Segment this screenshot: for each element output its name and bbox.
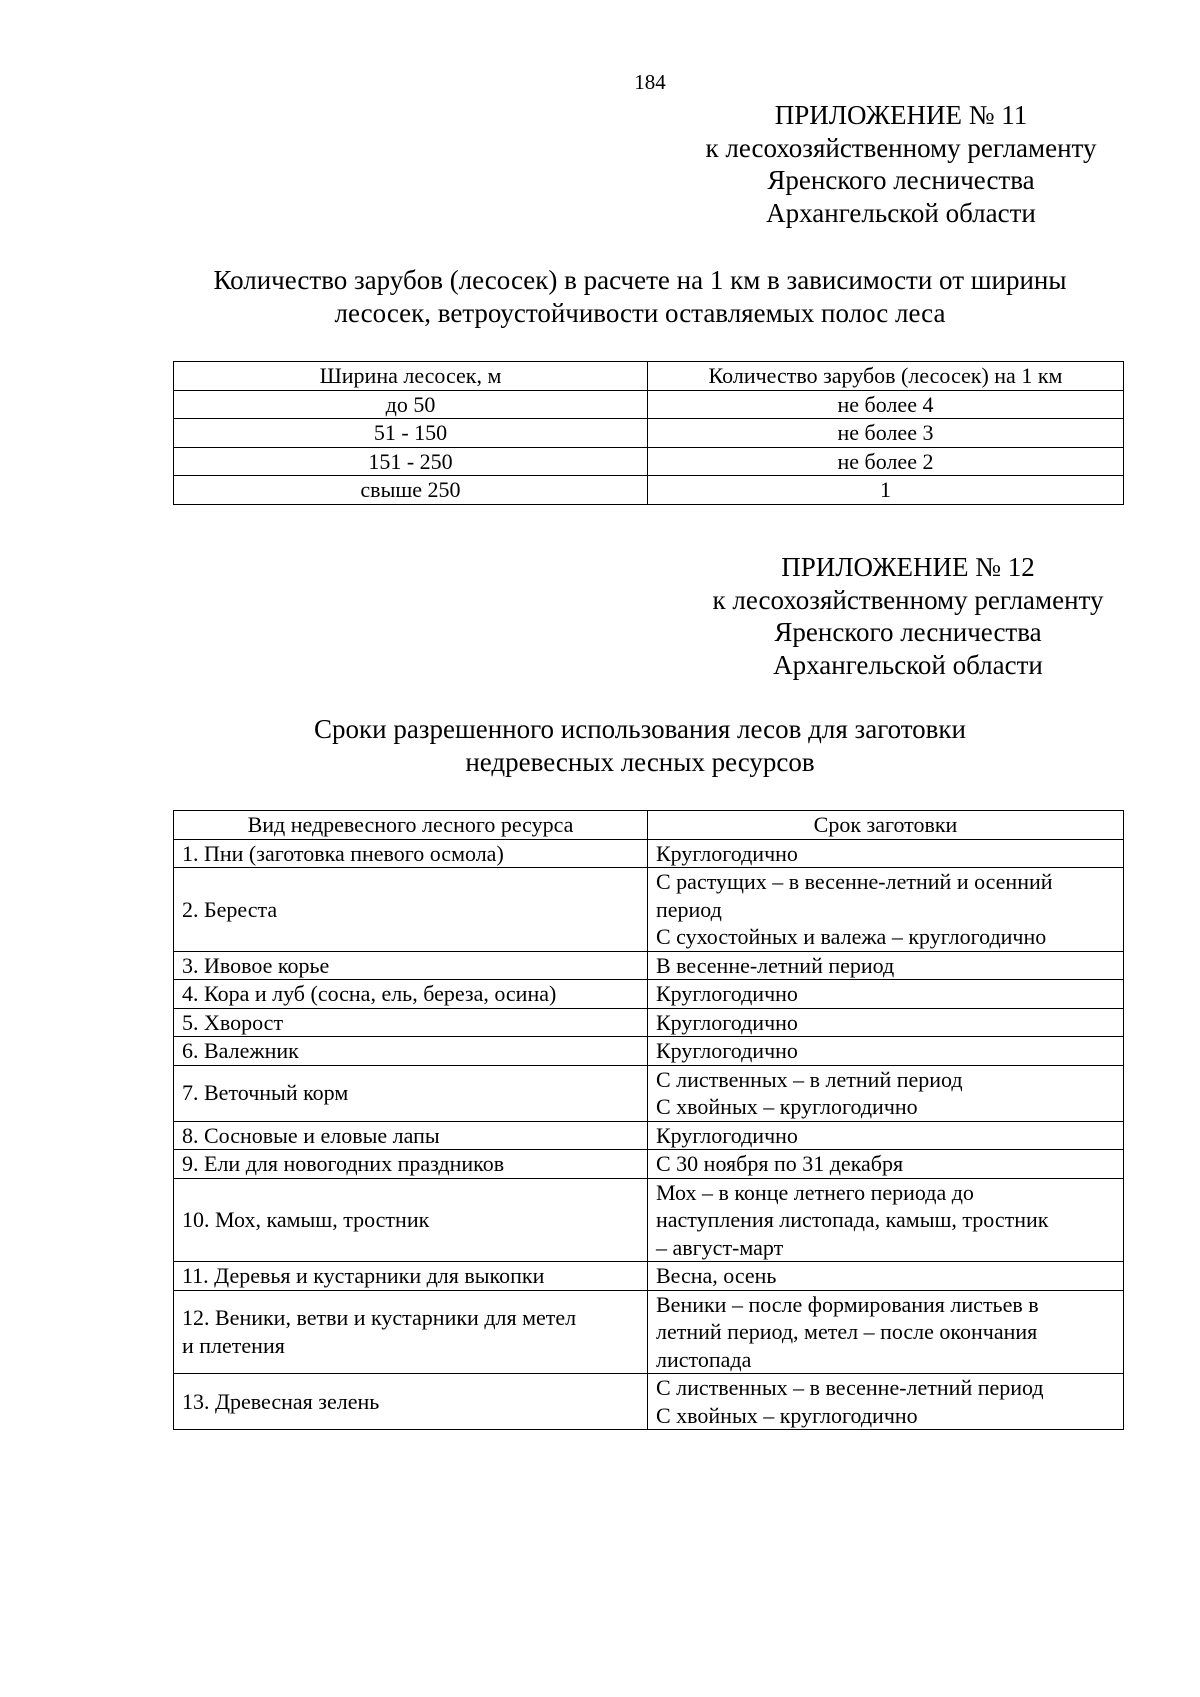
table-row [174,868,1124,952]
table2-cell-term-line: С сухостойных и валежа – круглогодично [656,924,1047,949]
table2-cell-resource [174,1150,648,1179]
table1-header-count: Количество зарубов (лесосек) на 1 км [648,362,1124,391]
table-row [174,390,1124,419]
appendix-12-header [648,551,1168,681]
table-row [174,447,1124,476]
table2-cell-term-line: С лиственных – в весенне-летний период [656,1375,1044,1400]
table-row [174,1150,1124,1179]
table2-title [160,713,1120,778]
table2-cell-term [648,1262,1124,1291]
table2-cell-resource-line: 11. Деревья и кустарники для выкопки [182,1263,545,1288]
appendix-11-line1: к лесохозяйственному регламенту [705,132,1097,163]
table2-cell-term [648,1037,1124,1066]
table1-header-width: Ширина лесосек, м [174,362,648,391]
table1-header-row [174,362,1124,391]
table1-title-line1: Количество зарубов (лесосек) в расчете на 1 км в зависимости от ширины [213,265,1067,295]
table1-cell-count: 1 [648,476,1124,505]
table1-cell-count: не более 2 [648,447,1124,476]
table2-cell-resource-line: 9. Ели для новогодних праздников [182,1151,505,1176]
table2-cell-resource-line: 2. Береста [182,896,278,922]
table2-cell-term [648,839,1124,868]
table-row [174,419,1124,448]
table2-cell-resource [174,951,648,980]
table1-cell-width: до 50 [174,390,648,419]
table2-cell-term-line: С хвойных – круглогодично [656,1094,918,1119]
table2-cell-resource [174,1178,648,1262]
appendix-12-line1: к лесохозяйственному регламенту [712,584,1104,615]
table1-cell-width: 151 - 250 [174,447,648,476]
table2-cell-term [648,868,1124,952]
appendix-11-line2: Яренского лесничества [767,165,1035,195]
table1-cell-count: не более 4 [648,390,1124,419]
table2-cell-resource [174,1008,648,1037]
table2-cell-term [648,951,1124,980]
table-row [174,1037,1124,1066]
table2-cell-term [648,1178,1124,1262]
table2-cell-term [648,1121,1124,1150]
table2-cell-term-line: Круглогодично [656,981,798,1006]
table2-cell-term [648,1290,1124,1374]
table2-cell-resource-line: 4. Кора и луб (сосна, ель, береза, осина) [182,981,557,1006]
table2-cell-resource-line: 13. Древесная зелень [182,1388,380,1414]
table2-cell-term [648,1150,1124,1179]
table2-cell-term-line: Мох – в конце летнего периода до [656,1179,974,1205]
table2-cell-resource-line: 7. Веточный корм [182,1080,349,1106]
table2-cell-term-line: Веники – после формирования листьев в [656,1291,1039,1317]
table2-cell-resource [174,1121,648,1150]
table2-cell-resource-line: 12. Веники, ветви и кустарники для метел [182,1305,577,1331]
non-timber-resources-table [173,810,1124,1430]
table2-cell-term-line: наступления листопада, камыш, тростник [656,1207,1049,1232]
appendix-12-line3: Архангельской области [773,649,1043,680]
table2-cell-term-line: Весна, осень [656,1263,777,1288]
table2-title-line1: Сроки разрешенного использования лесов для заготовки [314,714,966,744]
table2-cell-resource [174,1262,648,1291]
table2-cell-term-line: С лиственных – в летний период [656,1066,963,1092]
table2-body [174,839,1124,1430]
table2-cell-term [648,1065,1124,1121]
table-row [174,1374,1124,1430]
appendix-11-heading: ПРИЛОЖЕНИЕ № 11 [774,100,1028,130]
table-row [174,951,1124,980]
table2-cell-term [648,1008,1124,1037]
table2-cell-resource [174,839,648,868]
table2-cell-resource-line: 6. Валежник [182,1038,299,1063]
table2-cell-term-line: период [656,896,722,922]
table2-cell-term-line: С хвойных – круглогодично [656,1402,918,1428]
table2-cell-term-line: Круглогодично [656,1122,798,1148]
table-row [174,1008,1124,1037]
table1-title-line2: лесосек, ветроустойчивости оставляемых полос леса [334,297,946,328]
table2-cell-term-line: летний период, метел – после окончания [656,1319,1038,1344]
table2-cell-term-line: С 30 ноября по 31 декабря [656,1151,904,1176]
appendix-11-line3: Архангельской области [766,197,1036,228]
table2-cell-resource [174,1374,648,1430]
table2-cell-term-line: С растущих – в весенне-летний и осенний [656,869,1053,894]
table2-cell-term-line: листопада [656,1346,752,1372]
table2-cell-resource-line: 1. Пни (заготовка пневого осмола) [182,840,504,866]
table1-cell-count: не более 3 [648,419,1124,448]
table2-header-row [174,811,1124,840]
table-row [174,980,1124,1009]
table2-cell-term-line: В весенне-летний период [656,952,895,978]
table2-cell-term-line: Круглогодично [656,840,798,866]
table-row [174,1065,1124,1121]
table1-title [160,264,1120,329]
table-row [174,839,1124,868]
table2-cell-resource-line: 5. Хворост [182,1009,284,1035]
table2-header-resource: Вид недревесного лесного ресурса [174,811,648,840]
table2-cell-term-line: Круглогодично [656,1038,798,1063]
table-row [174,1121,1124,1150]
table2-cell-resource-line: 3. Ивовое корье [182,952,330,978]
appendix-11-header [641,99,1161,229]
table-row [174,1262,1124,1291]
cutting-width-table [173,361,1124,505]
table-row [174,1178,1124,1262]
table2-cell-resource-line: и плетения [182,1332,285,1358]
table2-title-line2: недревесных лесных ресурсов [465,746,815,777]
table2-cell-resource-line: 8. Сосновые и еловые лапы [182,1122,440,1148]
table2-cell-resource [174,1037,648,1066]
table2-cell-resource [174,1065,648,1121]
table2-cell-term [648,980,1124,1009]
appendix-12-heading: ПРИЛОЖЕНИЕ № 12 [781,552,1035,582]
table2-cell-resource-line: 10. Мох, камыш, тростник [182,1207,430,1232]
table2-cell-resource [174,1290,648,1374]
table-row [174,1290,1124,1374]
table-row [174,476,1124,505]
table2-cell-resource [174,980,648,1009]
table2-header-term: Срок заготовки [648,811,1124,840]
table1-cell-width: 51 - 150 [174,419,648,448]
table2-cell-term-line: – август-март [656,1234,784,1260]
appendix-12-line2: Яренского лесничества [774,617,1042,647]
table1-cell-width: свыше 250 [174,476,648,505]
table2-cell-term [648,1374,1124,1430]
page-number: 184 [634,70,666,94]
table2-cell-resource [174,868,648,952]
table2-cell-term-line: Круглогодично [656,1009,798,1035]
